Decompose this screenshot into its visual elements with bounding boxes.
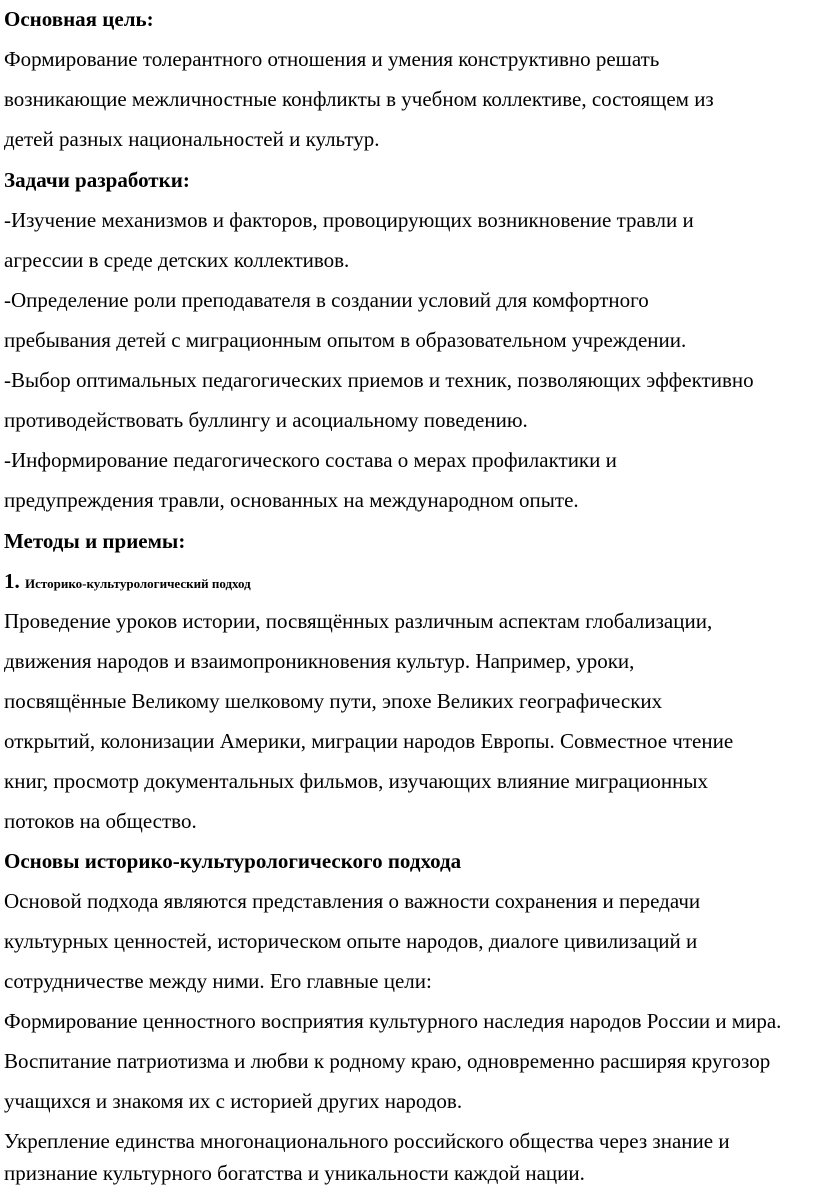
goal-line-2: возникающие межличностные конфликты в учебном коллективе, состоящем из [4,87,714,111]
basics-line-5: Воспитание патриотизма и любви к родному краю, одновременно расширяя кругозор [4,1049,771,1073]
goal-line-1: Формирование толерантного отношения и умения конструктивно решать [4,47,660,71]
methods-heading: Методы и приемы: [4,529,186,553]
basics-line-7: Укрепление единства многонационального российского общества через знание и [4,1129,730,1153]
task-line-8: предупреждения травли, основанных на международном опыте. [4,488,579,512]
basics-line-4: Формирование ценностного восприятия культурного наследия народов России и мира. [4,1009,782,1033]
task-line-3: -Определение роли преподавателя в создании условий для комфортного [4,288,649,312]
basics-line-3: сотрудничестве между ними. Его главные цели: [4,969,432,993]
method-1-heading [4,566,251,596]
goal-heading: Основная цель: [4,7,154,31]
method-1-line-2: движения народов и взаимопроникновения культур. Например, уроки, [4,649,635,673]
tasks-heading: Задачи разработки: [4,168,190,192]
method-1-line-5: книг, просмотр документальных фильмов, изучающих влияние миграционных [4,769,708,793]
basics-line-8: признание культурного богатства и уникальности каждой нации. [4,1161,585,1185]
task-line-4: пребывания детей с миграционным опытом в образовательном учреждении. [4,328,687,352]
basics-line-1: Основой подхода являются представления о важности сохранения и передачи [4,889,701,913]
method-1-number: 1. [4,569,20,593]
method-1-line-6: потоков на общество. [4,809,197,833]
task-line-1: -Изучение механизмов и факторов, провоцирующих возникновение травли и [4,208,694,232]
method-1-line-4: открытий, колонизации Америки, миграции народов Европы. Совместное чтение [4,729,734,753]
task-line-7: -Информирование педагогического состава о мерах профилактики и [4,448,617,472]
method-1-line-3: посвящённые Великому шелковому пути, эпохе Великих географических [4,689,663,713]
task-line-6: противодействовать буллингу и асоциальному поведению. [4,408,528,432]
method-1-line-1: Проведение уроков истории, посвящённых различным аспектам глобализации, [4,609,713,633]
goal-line-3: детей разных национальностей и культур. [4,127,380,151]
basics-line-6: учащихся и знакомя их с историей других народов. [4,1089,463,1113]
basics-heading: Основы историко-культурологического подхода [4,849,462,873]
task-line-2: агрессии в среде детских коллективов. [4,248,350,272]
basics-line-2: культурных ценностей, историческом опыте народов, диалоге цивилизаций и [4,929,698,953]
task-line-5: -Выбор оптимальных педагогических приемов и техник, позволяющих эффективно [4,368,754,392]
method-1-title: Историко-культурологический подход [25,576,251,591]
